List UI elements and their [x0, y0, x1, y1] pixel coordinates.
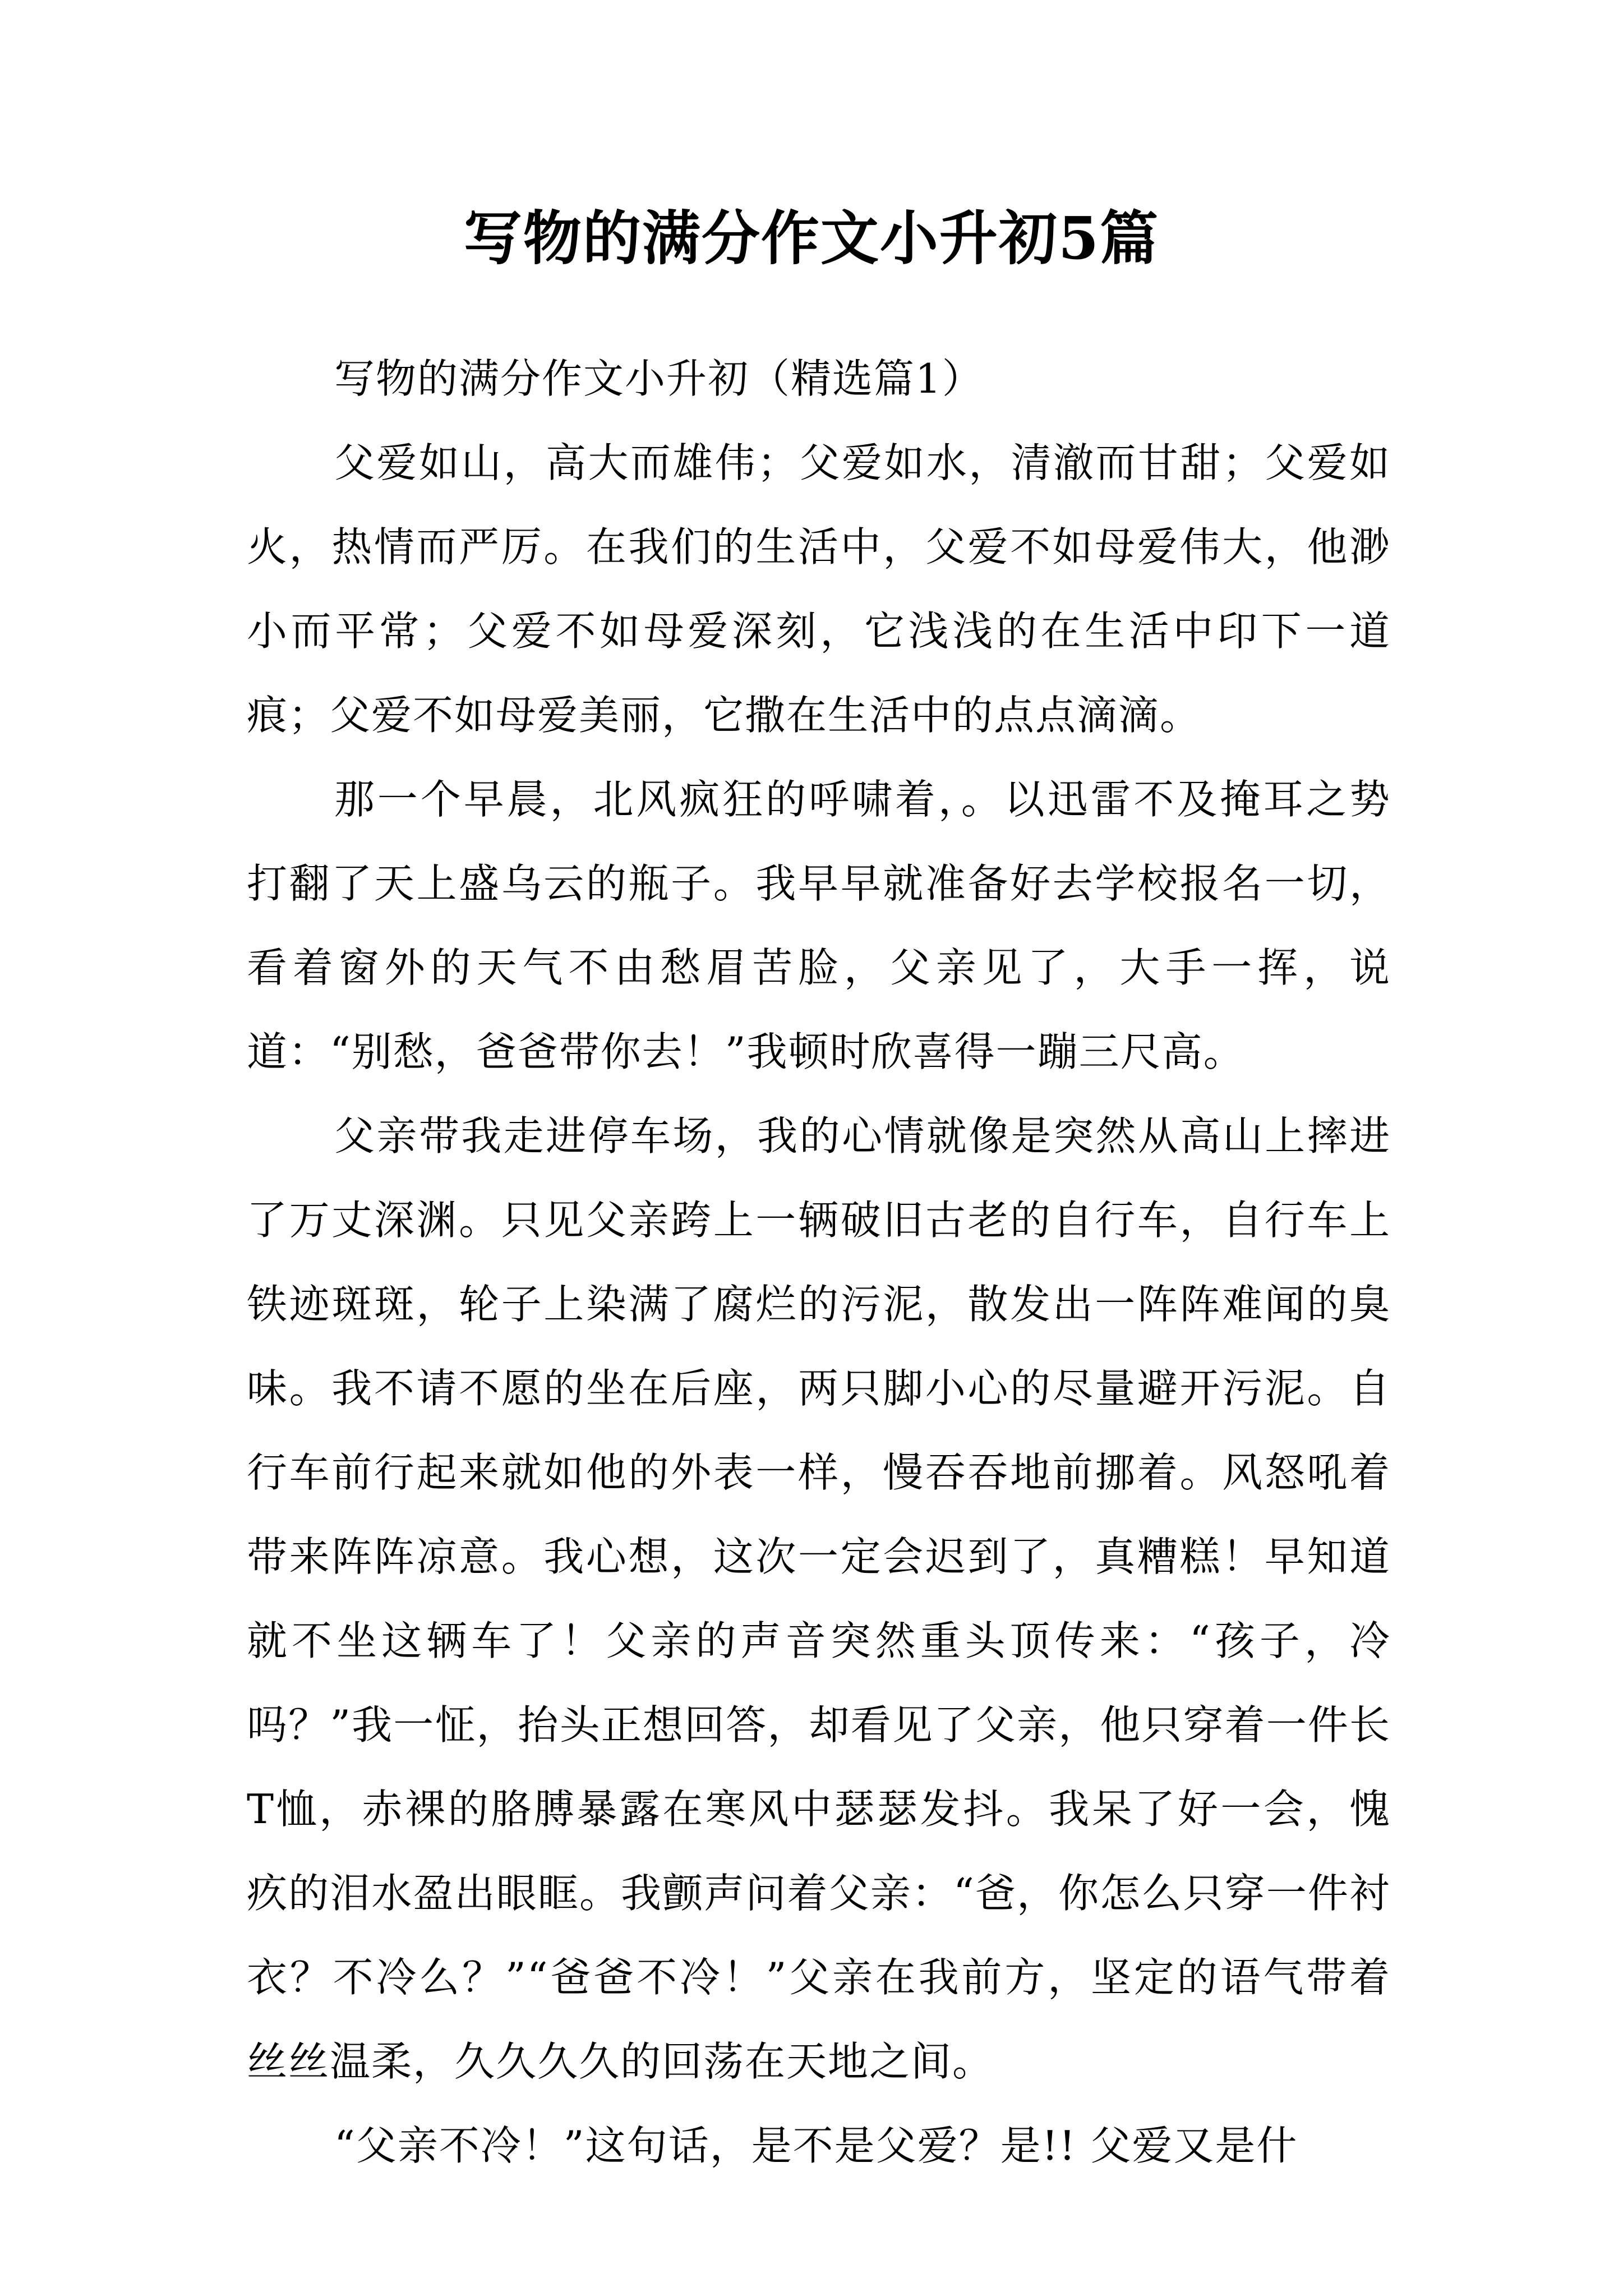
- section-heading: 写物的满分作文小升初（精选篇1）: [334, 355, 984, 402]
- paragraph: 那一个早晨，北风疯狂的呼啸着，。以迅雷不及掩耳之势打翻了天上盛乌云的瓶子。我早早就准备好去学校报名一切，看着窗外的天气不由愁眉苦脸，父亲见了，大手一挥，说道：“别愁，爸爸带你去！”我顿时欣喜得一蹦三尺高。: [247, 776, 1391, 1075]
- paragraph: “父亲不冷！”这句话，是不是父爱？是!! 父爱又是什: [334, 2122, 1298, 2169]
- paragraph: 父亲带我走进停车场，我的心情就像是突然从高山上摔进了万丈深渊。只见父亲跨上一辆破旧古老的自行车，自行车上铁迹斑斑，轮子上染满了腐烂的污泥，散发出一阵阵难闻的臭味。我不请不愿的坐在后座，两只脚小心的尽量避开污泥。自行车前行起来就如他的外表一样，慢吞吞地前挪着。风怒吼着带来阵阵凉意。我心想，这次一定会迟到了，真糟糕！早知道就不坐这辆车了！父亲的声音突然重头顶传来：“孩子，冷吗？”我一怔，抬头正想回答，却看见了父亲，他只穿着一件长T恤，赤裸的胳膊暴露在寒风中瑟瑟发抖。我呆了好一会，愧疚的泪水盈出眼眶。我颤声问着父亲：“爸，你怎么只穿一件衬衣？不冷么？”“爸爸不冷！”父亲在我前方，坚定的语气带着丝丝温柔，久久久久的回荡在天地之间。: [247, 1112, 1391, 2085]
- paragraph: 父爱如山，高大而雄伟；父爱如水，清澈而甘甜；父爱如火，热情而严厉。在我们的生活中，父爱不如母爱伟大，他渺小而平常；父爱不如母爱深刻，它浅浅的在生活中印下一道痕；父爱不如母爱美丽，它撒在生活中的点点滴滴。: [247, 439, 1391, 739]
- document-body: [247, 337, 1391, 2188]
- document-title: 写物的满分作文小升初5篇: [463, 204, 1160, 273]
